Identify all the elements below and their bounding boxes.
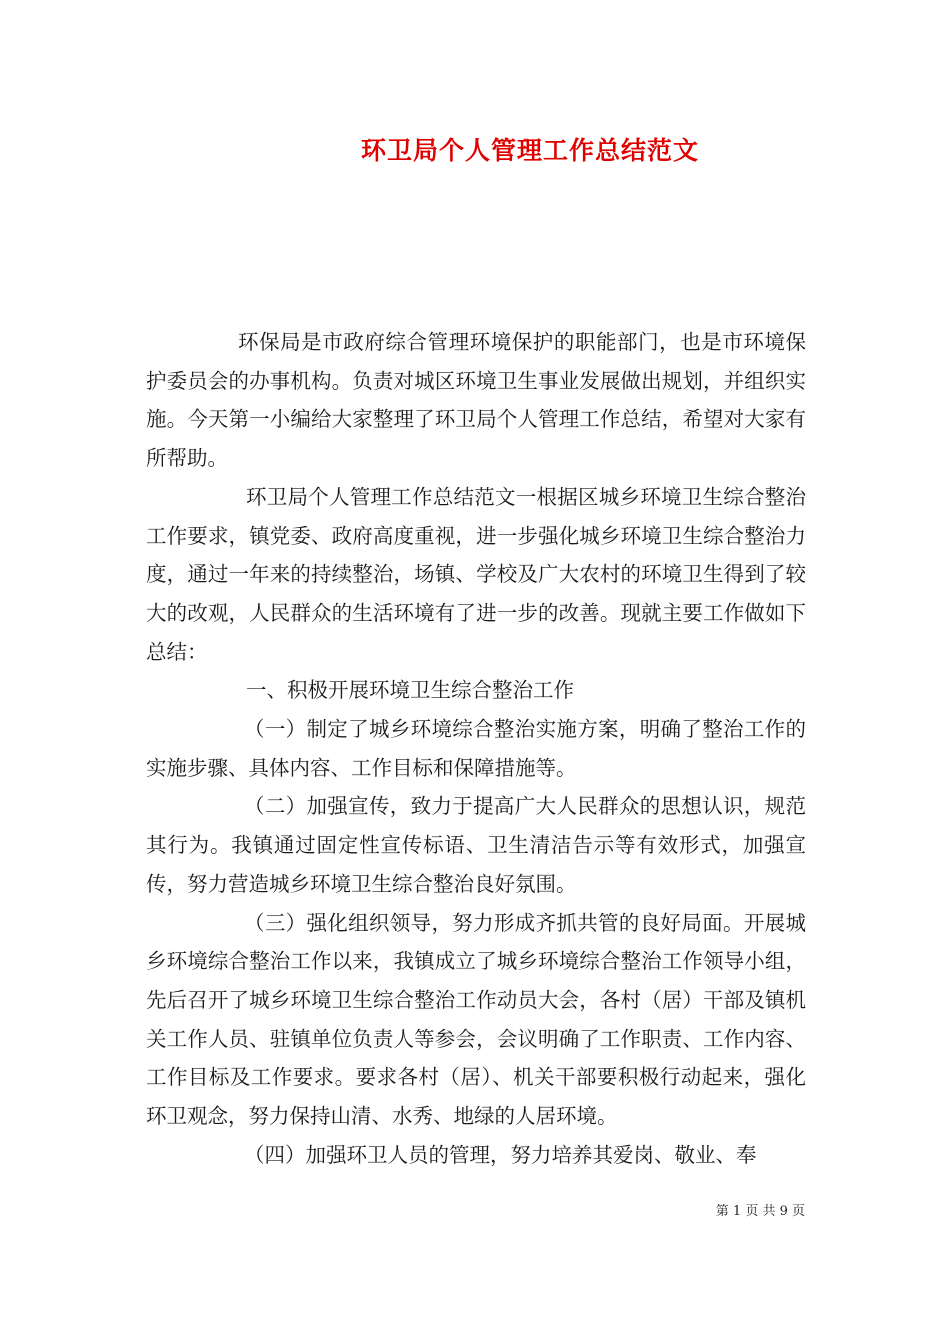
paragraph-item-2: （二）加强宣传，致力于提高广大人民群众的思想认识，规范其行为。我镇通过固定性宣传标语、卫生清洁告示等有效形式，加强宣传，努力营造城乡环境卫生综合整治良好氛围。 — [146, 794, 806, 896]
paragraph-intro: 环保局是市政府综合管理环境保护的职能部门，也是市环境保护委员会的办事机构。负责对城区环境卫生事业发展做出规划，并组织实施。今天第一小编给大家整理了环卫局个人管理工作总结，希望对大家有所帮助。 — [146, 330, 806, 471]
page-number-footer: 第 1 页 共 9 页 — [715, 1204, 805, 1219]
document-title: 环卫局个人管理工作总结范文 — [360, 136, 699, 165]
paragraph-summary-opening: 环卫局个人管理工作总结范文一根据区城乡环境卫生综合整治工作要求，镇党委、政府高度重视，进一步强化城乡环境卫生综合整治力度，通过一年来的持续整治，场镇、学校及广大农村的环境卫生得到了较大的改观，人民群众的生活环境有了进一步的改善。现就主要工作做如下总结： — [146, 484, 806, 664]
document-body — [146, 323, 806, 1174]
paragraph-item-3: （三）强化组织领导，努力形成齐抓共管的良好局面。开展城乡环境综合整治工作以来，我镇成立了城乡环境综合整治工作领导小组，先后召开了城乡环境卫生综合整治工作动员大会，各村（居）干部及镇机关工作人员、驻镇单位负责人等参会，会议明确了工作职责、工作内容、工作目标及工作要求。要求各村（居）、机关干部要积极行动起来，强化环卫观念，努力保持山清、水秀、地绿的人居环境。 — [146, 910, 806, 1129]
section-heading-1: 一、积极开展环境卫生综合整治工作 — [246, 678, 574, 703]
paragraph-item-1: （一）制定了城乡环境综合整治实施方案，明确了整治工作的实施步骤、具体内容、工作目标和保障措施等。 — [146, 717, 806, 780]
paragraph-item-4: （四）加强环卫人员的管理，努力培养其爱岗、敬业、奉 — [244, 1142, 757, 1167]
